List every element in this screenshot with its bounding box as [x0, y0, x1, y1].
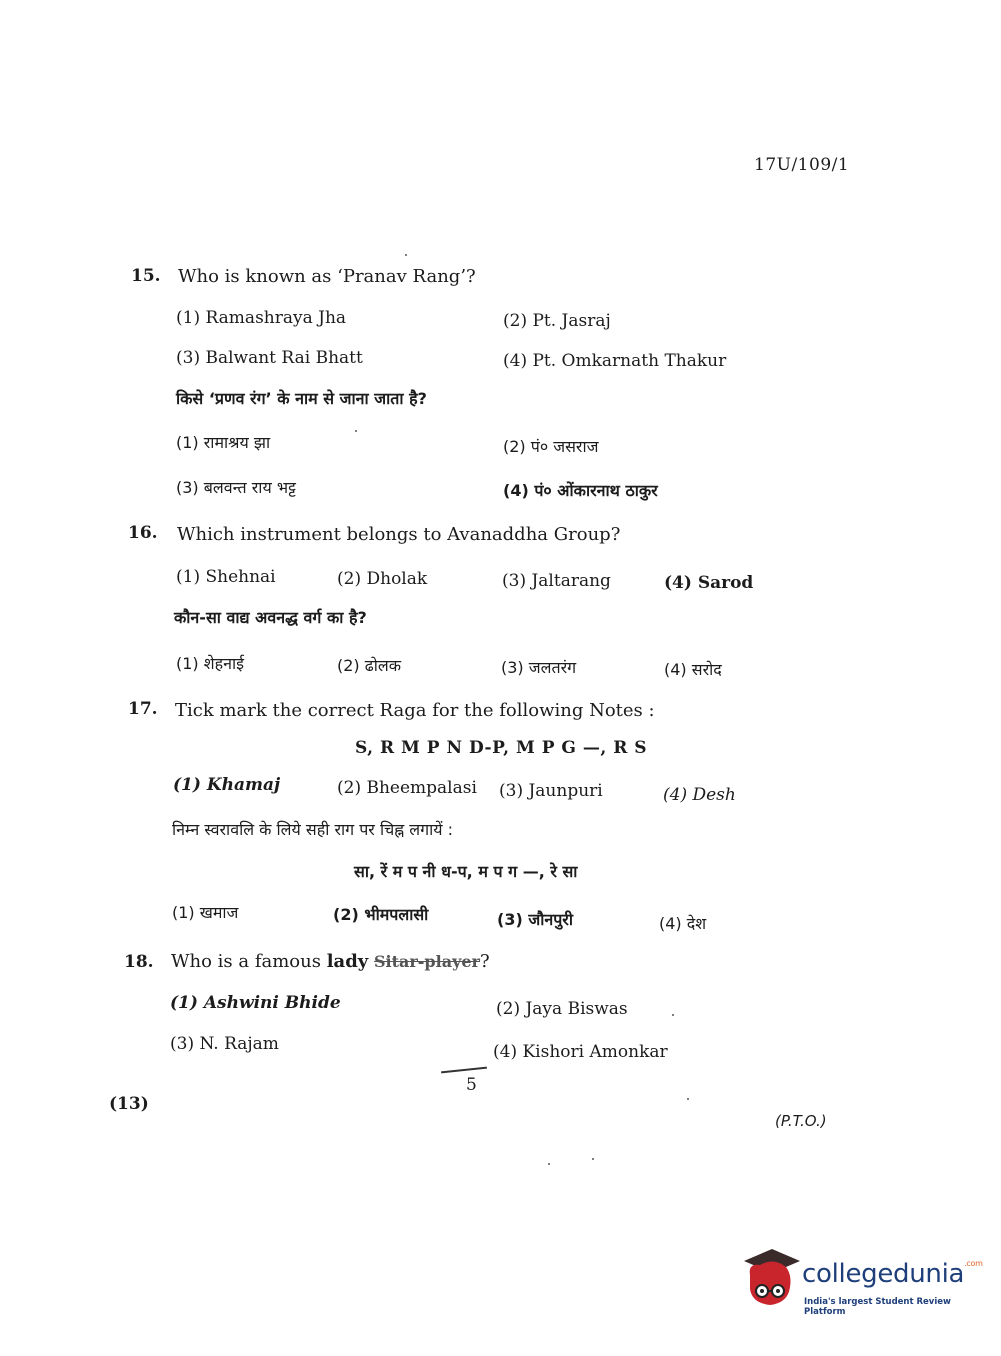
option-hindi: (3) जलतरंग [501, 658, 577, 677]
page-number: 5 [466, 1075, 477, 1095]
option: (3) Jaunpuri [499, 781, 603, 801]
question-number: 15. [131, 266, 161, 286]
option: (2) Dholak [337, 569, 428, 589]
question-number: 16. [128, 523, 158, 543]
option-hindi: (4) पं० ओंकारनाथ ठाकुर [503, 481, 658, 500]
option: (3) Balwant Rai Bhatt [176, 348, 363, 368]
option-hindi: (2) भीमपलासी [333, 905, 429, 924]
question-text-part: Sitar-player [373, 952, 480, 971]
option: (3) Jaltarang [502, 571, 611, 591]
option: (3) N. Rajam [170, 1034, 279, 1054]
swara-notes-hindi: सा, रें म प नी ध-प, म प ग —, रे सा [354, 862, 578, 881]
question-text-hindi: निम्न स्वरावलि के लिये सही राग पर चिह्न लगायें : [172, 820, 454, 839]
brand-name-text: collegedunia [802, 1259, 965, 1289]
option: (2) Jaya Biswas [496, 999, 628, 1019]
question-text-hindi: कौन-सा वाद्य अवनद्ध वर्ग का है? [174, 608, 367, 627]
brand-name [802, 1259, 983, 1289]
question-text-hindi: किसे ‘प्रणव रंग’ के नाम से जाना जाता है? [176, 389, 427, 408]
option-hindi: (4) सरोद [664, 660, 722, 679]
question-text-part: ? [479, 951, 490, 972]
option-hindi: (3) बलवन्त राय भट्ट [176, 478, 296, 497]
option: (2) Pt. Jasraj [503, 311, 611, 331]
question-text [171, 951, 490, 972]
question-number: 18. [124, 952, 154, 972]
option-hindi: (1) खमाज [172, 903, 239, 922]
option-hindi: (1) शेहनाई [176, 654, 245, 673]
brand-logo [740, 1245, 983, 1317]
option: (4) Sarod [664, 573, 754, 593]
option: (4) Kishori Amonkar [493, 1042, 668, 1062]
set-code: (13) [109, 1094, 149, 1114]
option-hindi: (1) रामाश्रय झा [176, 433, 271, 452]
pto-label: (P.T.O.) [775, 1112, 827, 1130]
option: (1) Shehnai [176, 567, 276, 587]
question-number: 17. [128, 699, 158, 719]
swara-notes: S, R M P N D-P, M P G —, R S [355, 738, 648, 758]
paper-code: 17U/109/1 [754, 155, 850, 175]
question-text: Who is known as ‘Pranav Rang’? [178, 266, 476, 287]
brand-tagline: India's largest Student Review Platform [804, 1297, 951, 1317]
option: (4) Desh [663, 785, 736, 805]
option: (1) Ramashraya Jha [176, 308, 347, 328]
option: (4) Pt. Omkarnath Thakur [503, 351, 727, 371]
brand-domain-suffix: .com [964, 1259, 983, 1268]
question-text: Which instrument belongs to Avanaddha Group? [177, 524, 621, 545]
page-number-rule [441, 1067, 487, 1074]
question-text: Tick mark the correct Raga for the following Notes : [175, 700, 655, 721]
option: (1) Khamaj [173, 775, 281, 795]
option-hindi: (2) ढोलक [337, 656, 402, 675]
option: (2) Bheempalasi [337, 778, 477, 798]
option-hindi: (2) पं० जसराज [503, 437, 599, 456]
mascot-icon [740, 1245, 802, 1311]
option: (1) Ashwini Bhide [170, 993, 341, 1013]
option-hindi: (3) जौनपुरी [497, 910, 574, 929]
question-text-part: Who is a famous [171, 951, 321, 972]
option-hindi: (4) देश [659, 914, 707, 933]
question-text-part: lady [326, 951, 369, 972]
